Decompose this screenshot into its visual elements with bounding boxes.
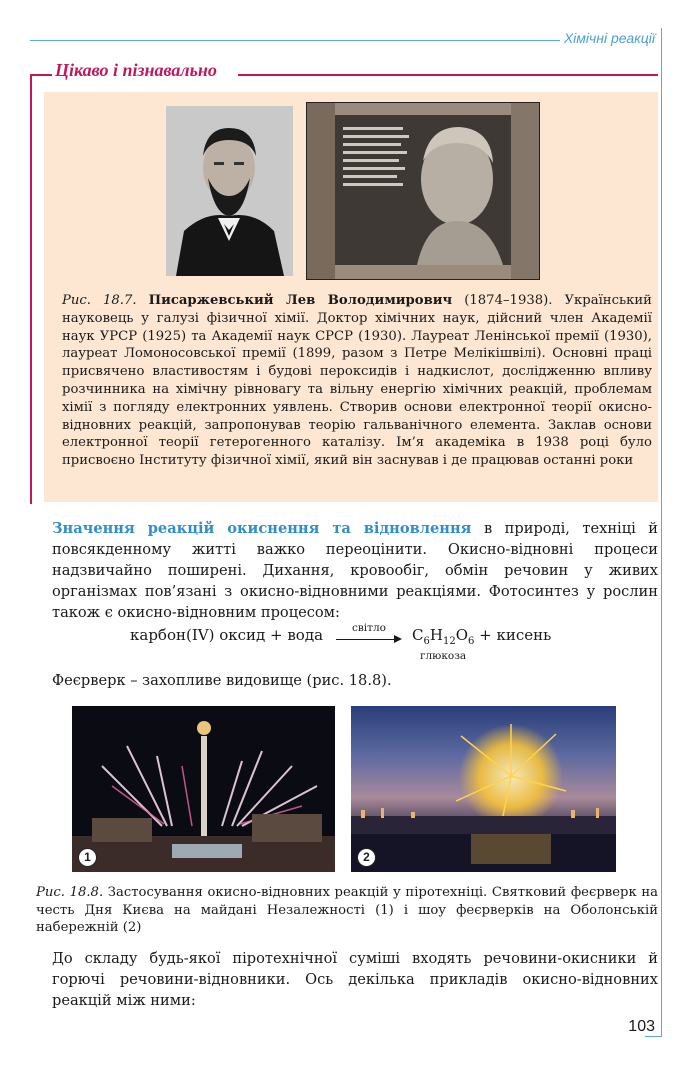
figure-label: Рис. 18.7. [62, 293, 137, 308]
portrait-photo [166, 106, 293, 276]
fireworks-illustration-2 [351, 706, 616, 872]
info-box-rule-side [30, 74, 32, 504]
person-name: Писаржевський Лев Володимирович [148, 293, 453, 308]
key-term: Значення реакцій окиснення та відновлення [52, 520, 472, 537]
footer-rule [645, 1036, 662, 1037]
caption-text-2: Застосування окисно-відновних реакцій у піротехніці. Святковий феєрверк на честь Дня Києва на майдані Незалежності (1) і шоу феєрверків на Оболонській набережній (2) [36, 885, 658, 936]
fireworks-illustration-1 [72, 706, 335, 872]
fireworks-paragraph: Феєрверк – захопливе видовище (рис. 18.8). [52, 672, 392, 689]
chapter-title: Хімічні реакції [560, 30, 659, 46]
reaction-arrow [336, 622, 402, 634]
portrait-caption [62, 292, 652, 470]
subscript-h: 12 [442, 636, 456, 647]
element-h: H [429, 626, 443, 644]
info-box-rule-left [30, 74, 52, 76]
element-c: C [412, 626, 424, 644]
plaque-illustration [307, 103, 539, 279]
page-number: 103 [628, 1018, 655, 1035]
fireworks-caption [36, 884, 658, 937]
equation-rest: + кисень [474, 626, 552, 644]
image-badge-2: 2 [357, 848, 376, 867]
intro-paragraph [52, 518, 658, 623]
fireworks-photo-1 [72, 706, 335, 872]
subscript-o: 6 [468, 636, 475, 647]
glucose-label: глюкоза [420, 650, 467, 662]
arrow-condition: світло [352, 622, 386, 634]
margin-rule [661, 28, 662, 1036]
equation-reactants: карбон(IV) оксид + вода [130, 626, 324, 644]
equation-products [412, 626, 551, 647]
info-box-rule-top [238, 74, 658, 76]
photosynthesis-equation [130, 618, 630, 670]
element-o: O [455, 626, 468, 644]
portrait-illustration [166, 106, 293, 276]
pyrotechnics-paragraph: До складу будь-якої піротехнічної суміші входять речовини-окисники й горючі речовини-відновники. Ось декілька прикладів окисно-відновних реакцій між ними: [52, 950, 658, 1009]
fireworks-photo-2 [351, 706, 616, 872]
figure-label-2: Рис. 18.8. [36, 885, 104, 900]
image-badge-1: 1 [78, 848, 97, 867]
info-box-title: Цікаво і пізнавально [55, 60, 217, 80]
subscript-c: 6 [423, 636, 430, 647]
memorial-plaque-photo [306, 102, 540, 280]
paragraph-text: в природі, техніці й повсякденному житті важко переоцінити. Окисно-відновні процеси надзвичайно поширені. Дихання, кровообіг, обмін речовин у живих організмах пов’язані з окисно-відновними реакціями. Фотосинтез у рослин також є окисно-відновним процесом: [52, 520, 658, 621]
caption-text: (1874–1938). Український науковець у галузі фізичної хімії. Доктор хімічних наук, дійсний член Академії наук УРСР (1925) та Академії наук СРСР (1930). Лауреат Ленінської премії (1930), лауреат Ломоносовської премії (1899, разом з Петре Мелікішвілі). Основні праці присвячено властивостям і будові пероксидів і надкислот, дослідженню впливу розчинника на хімічну рівновагу та вільну енергію хімічних реакцій, проблемам хімії з погляду електронних уявлень. Створив основи електронної теорії окисно-відновних реакцій, запропонував теорію гальванічного елемента. Заклав основи електронної теорії гетерогенного каталізу. Ім’я академіка в 1938 році було присвоєно Інституту фізичної хімії, який він заснував і де працював останні роки [62, 293, 652, 469]
